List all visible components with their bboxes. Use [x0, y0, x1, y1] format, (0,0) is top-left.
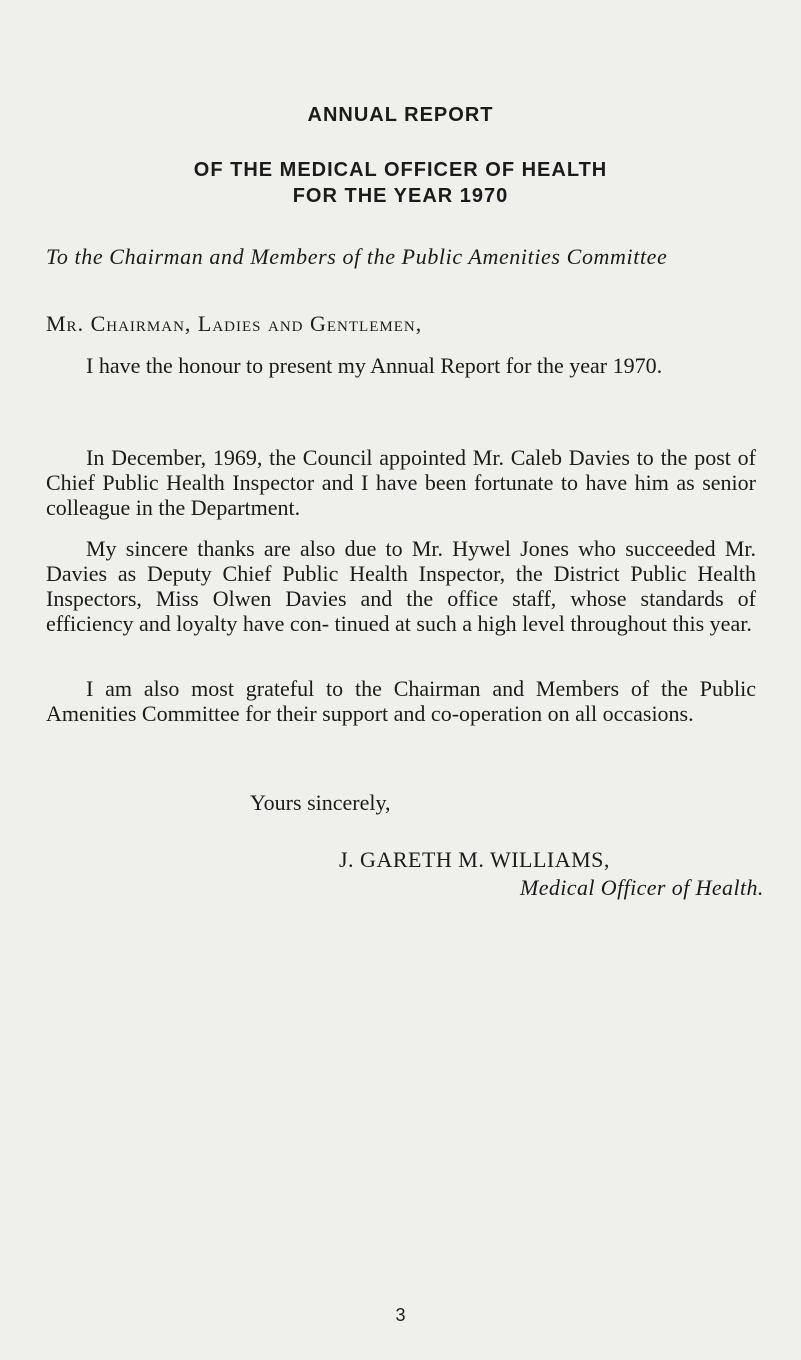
page-number: 3	[395, 1305, 406, 1325]
report-year: FOR THE YEAR 1970	[292, 185, 509, 207]
report-subtitle: OF THE MEDICAL OFFICER OF HEALTH	[193, 159, 608, 181]
paragraph-3: My sincere thanks are also due to Mr. Hywel Jones who succeeded Mr. Davies as Deputy Chief Public Health Inspector, the District Public Health Inspectors, Miss Olwen Davies and the office staff, whose standards of efficiency and loyalty have con- tinued at such a high level throughout this year.	[46, 536, 756, 636]
signatory-name: J. GARETH M. WILLIAMS,	[339, 847, 610, 872]
paragraph-4: I am also most grateful to the Chairman and Members of the Public Amenities Committee for their support and co-operation on all occasions.	[46, 676, 756, 726]
paragraph-1: I have the honour to present my Annual Report for the year 1970.	[86, 353, 663, 378]
paragraph-2: In December, 1969, the Council appointed Mr. Caleb Davies to the post of Chief Public Health Inspector and I have been fortunate to have him as senior colleague in the Department.	[46, 445, 756, 520]
report-title: ANNUAL REPORT	[307, 104, 494, 126]
salutation: Mr. Chairman, Ladies and Gentlemen,	[46, 311, 423, 336]
closing-line: Yours sincerely,	[250, 790, 391, 815]
addressee-line: To the Chairman and Members of the Public Amenities Committee	[46, 244, 668, 269]
signatory-title: Medical Officer of Health.	[520, 875, 764, 900]
